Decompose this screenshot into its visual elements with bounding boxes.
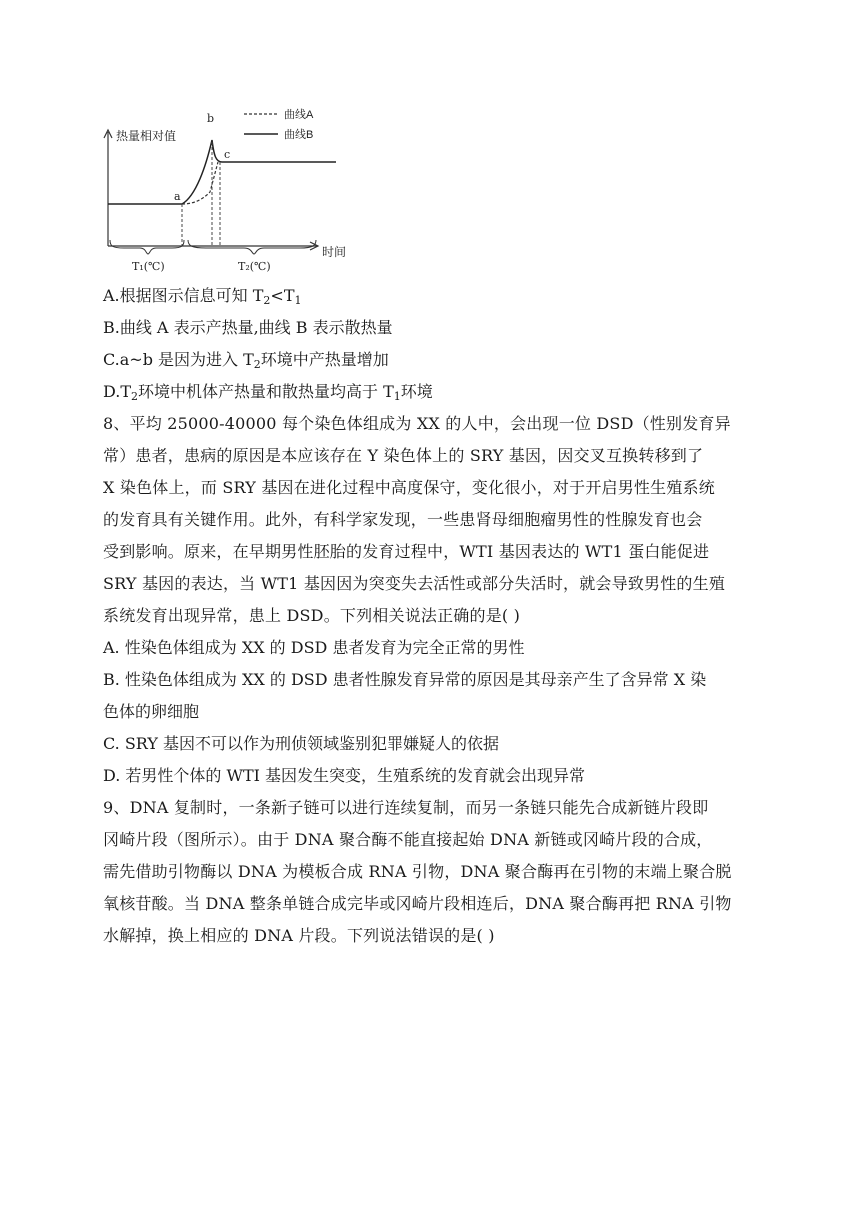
q9-line: 水解掉，换上相应的 DNA 片段。下列说法错误的是( ) — [103, 926, 495, 945]
y-axis-label: 热量相对值 — [116, 129, 177, 143]
legend-label-a: 曲线A — [284, 109, 314, 121]
point-label-a: a — [174, 190, 181, 203]
heat-curve-figure — [96, 96, 376, 276]
q8-line: SRY 基因的表达，当 WT1 基因因为突变失去活性或部分失活时，就会导致男性的生殖 — [103, 574, 726, 593]
q7-option-c: C.a~b 是因为进入 $T_2$环境中产热量增加 — [103, 350, 389, 371]
point-label-c: c — [224, 148, 231, 161]
brace-t2 — [188, 240, 316, 254]
q7-option-b: B.曲线 A 表示产热量,曲线 B 表示散热量 — [103, 318, 393, 337]
q9-line: 氧核苷酸。当 DNA 整条单链合成完毕或冈崎片段相连后，DNA 聚合酶再把 RNA 引物 — [103, 894, 732, 913]
q9-line: 冈崎片段（图所示）。由于 DNA 聚合酶不能直接起始 DNA 新链或冈崎片段的合成， — [103, 830, 713, 849]
q8-option-b-cont: 色体的卵细胞 — [103, 702, 200, 721]
q8-option-d: D. 若男性个体的 WTI 基因发生突变，生殖系统的发育就会出现异常 — [103, 766, 586, 785]
q7-option-d: $D.T_2$环境中机体产热量和散热量均高于 $T_1$环境 — [103, 382, 433, 403]
q8-options — [103, 632, 763, 792]
q8-line: 常）患者，患病的原因是本应该存在 Y 染色体上的 SRY 基因，因交叉互换转移到了 — [103, 446, 704, 465]
q8-stem — [103, 408, 763, 632]
period-label-t2: T₂(℃) — [238, 260, 271, 273]
point-label-b: b — [207, 112, 215, 125]
q9-line: 需先借助引物酶以 DNA 为模板合成 RNA 引物，DNA 聚合酶再在引物的末端上聚合脱 — [103, 862, 732, 881]
q7-option-a: A.根据图示信息可知 $T_2<T_1$ — [103, 286, 302, 307]
q8-line: 的发育具有关键作用。此外，有科学家发现，一些患肾母细胞瘤男性的性腺发育也会 — [103, 510, 703, 529]
q8-option-c: C. SRY 基因不可以作为刑侦领域鉴别犯罪嫌疑人的依据 — [103, 734, 500, 753]
curve-b-line — [108, 140, 336, 204]
q8-line: 受到影响。原来，在早期男性胚胎的发育过程中，WTI 基因表达的 WT1 蛋白能促进 — [103, 542, 710, 561]
x-axis-label: 时间 — [322, 245, 347, 259]
period-label-t1: T₁(℃) — [132, 260, 165, 273]
q9-line: 9、DNA 复制时，一条新子链可以进行连续复制，而另一条链只能先合成新链片段即 — [103, 798, 709, 817]
q8-option-a: A. 性染色体组成为 XX 的 DSD 患者发育为完全正常的男性 — [103, 638, 525, 657]
q8-line: 8、平均 25000-40000 每个染色体组成为 XX 的人中，会出现一位 DSD（性别发育异 — [103, 414, 731, 433]
curve-a-line — [182, 162, 218, 204]
legend-label-b: 曲线B — [284, 129, 314, 141]
question-content — [103, 280, 763, 952]
q8-line: 系统发育出现异常，患上 DSD。下列相关说法正确的是( ) — [103, 606, 521, 625]
q9-stem — [103, 792, 763, 952]
q8-line: X 染色体上，而 SRY 基因在进化过程中高度保守，变化很小，对于开启男性生殖系统 — [103, 478, 715, 497]
brace-t1 — [110, 240, 184, 254]
q7-options — [103, 280, 763, 408]
q8-option-b: B. 性染色体组成为 XX 的 DSD 患者性腺发育异常的原因是其母亲产生了含异常 X 染 — [103, 670, 707, 689]
